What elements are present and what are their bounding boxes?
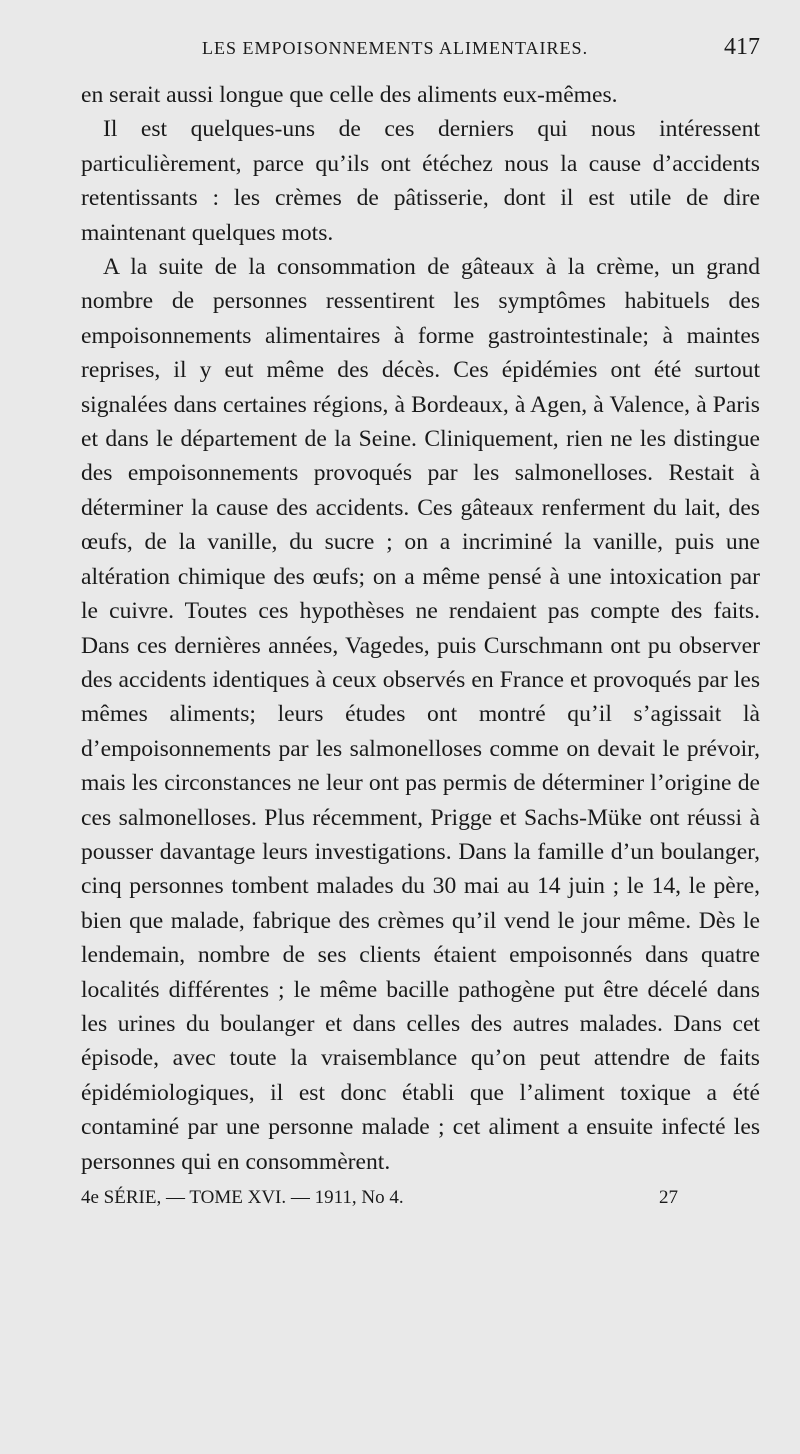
sheet-number: 27 <box>659 1187 678 1208</box>
paragraph-gateaux-epidemies: A la suite de la consommation de gâteaux à la crème, un grand nombre de personnes ressentirent les symptômes habituels des empoisonnements alimentaires à forme gastrointestinale; à maintes reprises, il y eut même des décès. Ces épidémies ont été surtout signalées dans certaines régions, à Bordeaux, à Agen, à Valence, à Paris et dans le département de la Seine. Cliniquement, rien ne les distingue des empoisonnements provoqués par les salmonelloses. Restait à déterminer la cause des accidents. Ces gâteaux renferment du lait, des œufs, de la vanille, du sucre ; on a incriminé la vanille, puis une altération chimique des œufs; on a même pensé à une intoxication par le cuivre. Toutes ces hypothèses ne rendaient pas compte des faits. Dans ces dernières années, Vagedes, puis Curschmann ont pu observer des accidents identiques à ceux observés en France et provoqués par les mêmes aliments; leurs études ont montré qu’il s’agissait là d’empoisonnements par les salmonelloses comme on devait le prévoir, mais les circonstances ne leur ont pas permis de déterminer l’origine de ces salmonelloses. Plus récemment, Prigge et Sachs-Müke ont réussi à pousser davantage leurs investigations. Dans la famille d’un boulanger, cinq personnes tombent malades du 30 mai au 14 juin ; le 14, le père, bien que malade, fabrique des crèmes qu’il vend le jour même. Dès le lendemain, nombre de ses clients étaient empoisonnés dans quatre localités différentes ; le même bacille pathogène put être décelé dans les urines du boulanger et dans celles des autres malades. Dans cet épisode, avec toute la vraisemblance qu’on peut attendre de faits épidémiologiques, il est donc établi que l’aliment toxique a été contaminé par une personne malade ; cet aliment a ensuite infecté les personnes qui en consommèrent. <box>81 254 760 1175</box>
page-footer <box>81 1187 760 1217</box>
page-number: 417 <box>724 34 760 60</box>
running-title: LES EMPOISONNEMENTS ALIMENTAIRES. <box>202 38 589 58</box>
paragraph-cremes-intro: Il est quelques-uns de ces derniers qui nous intéressent particulièrement, parce qu’ils ont étéchez nous la cause d’accidents retentissants : les crèmes de pâtisserie, dont il est utile de dire maintenant quelques mots. <box>81 116 760 246</box>
paragraph-continuation: en serait aussi longue que celle des aliments eux-mêmes. <box>81 82 618 108</box>
body-text <box>81 78 760 1179</box>
footer-signature: 4e SÉRIE, — TOME XVI. — 1911, No 4. <box>81 1187 404 1208</box>
running-head <box>81 30 760 78</box>
